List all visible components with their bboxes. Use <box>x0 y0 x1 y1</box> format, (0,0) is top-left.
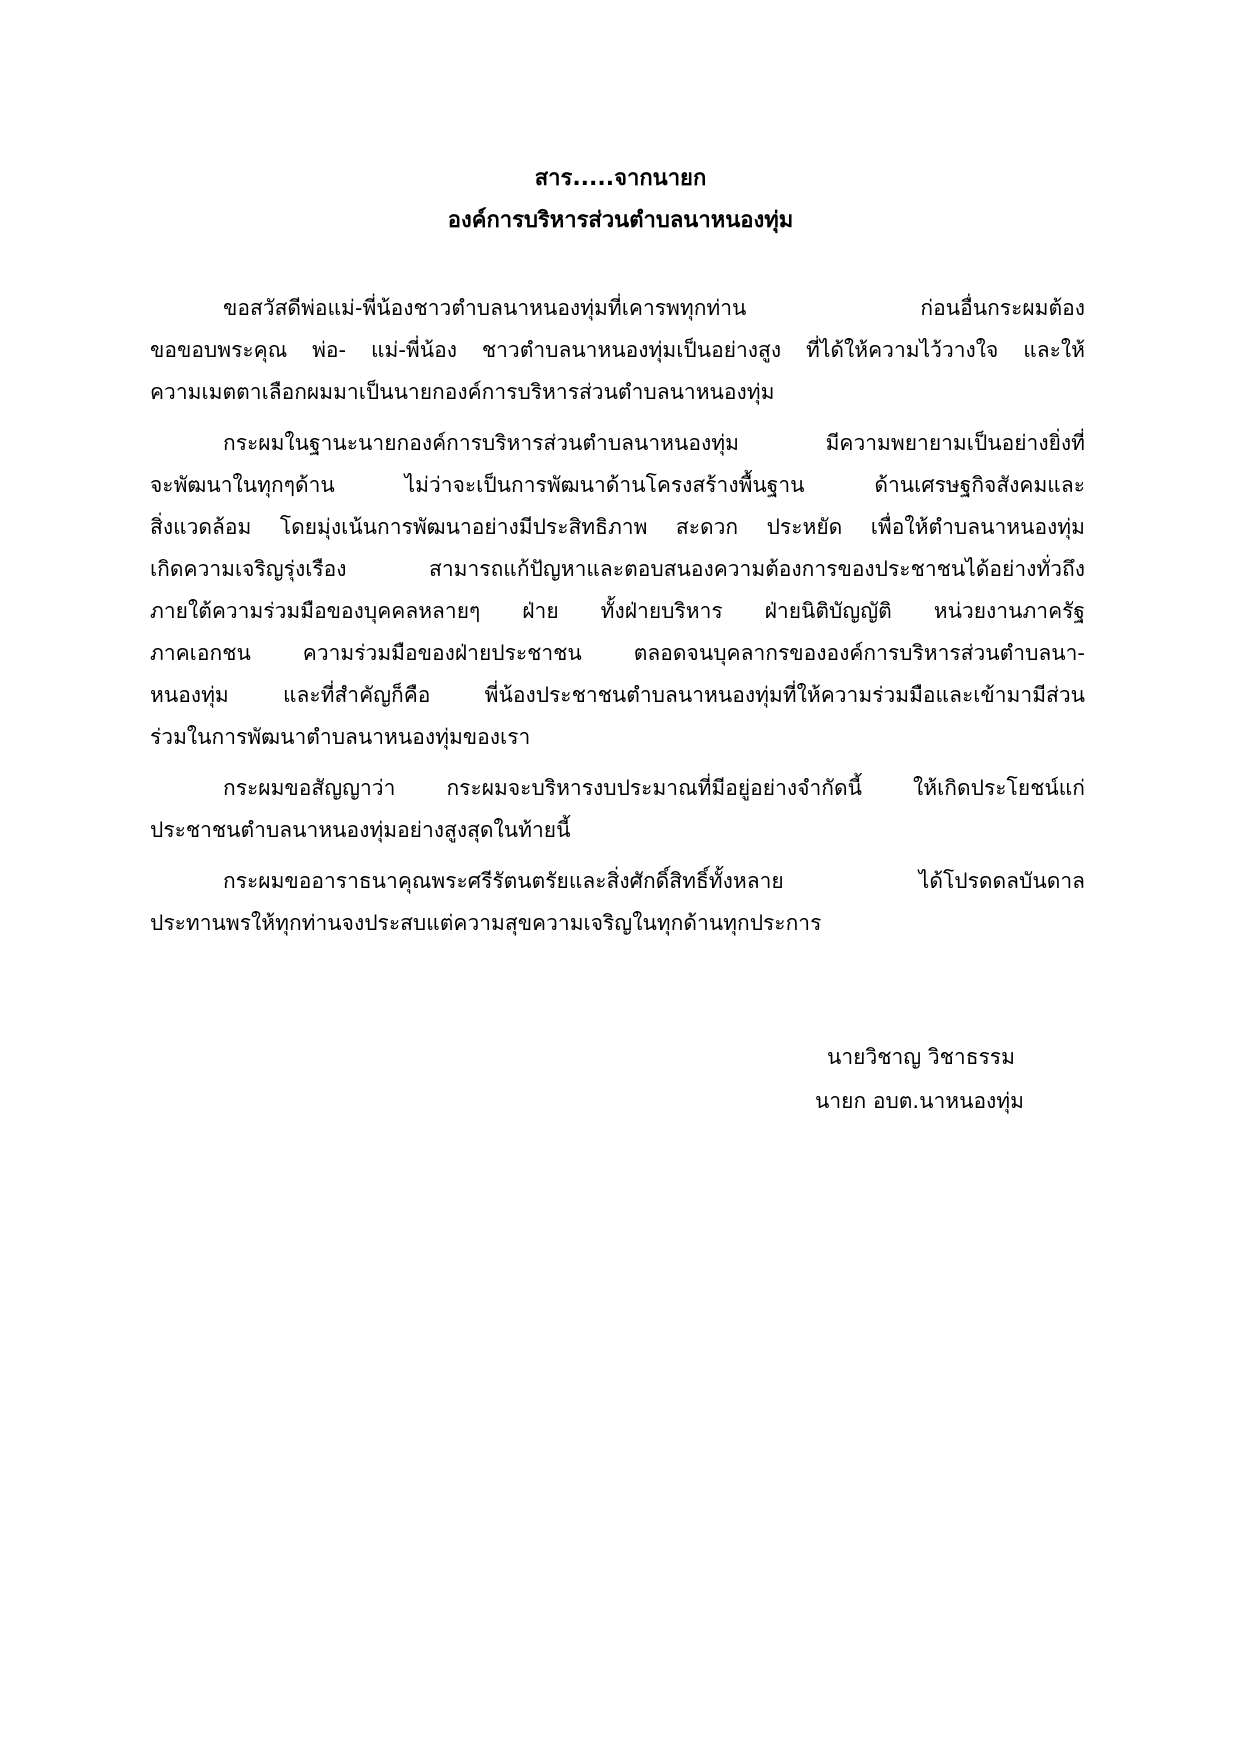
paragraph-greeting <box>150 287 1085 413</box>
letter-body <box>150 287 1085 953</box>
text-line: ภาคเอกชน ความร่วมมือของฝ่ายประชาชน ตลอดจนบุคลากรขององค์การบริหารส่วนตำบลนา- <box>150 641 1085 665</box>
paragraph-blessing <box>150 860 1085 944</box>
text-line: กระผมขอสัญญาว่า กระผมจะบริหารงบประมาณที่มีอยู่อย่างจำกัดนี้ ให้เกิดประโยชน์แก่ <box>223 776 1085 800</box>
text-line: สิ่งแวดล้อม โดยมุ่งเน้นการพัฒนาอย่างมีประสิทธิภาพ สะดวก ประหยัด เพื่อให้ตำบลนาหนองทุ่ม <box>150 515 1085 539</box>
text-line: กระผมขออาราธนาคุณพระศรีรัตนตรัยและสิ่งศักดิ์สิทธิ์ทั้งหลาย ได้โปรดดลบันดาล <box>223 869 1085 893</box>
paragraph-development <box>150 422 1085 758</box>
letter-title <box>0 158 1241 242</box>
text-line: หนองทุ่ม และที่สำคัญก็คือ พี่น้องประชาชนตำบลนาหนองทุ่มที่ให้ความร่วมมือและเข้ามามีส่วน <box>150 683 1085 707</box>
text-line: จะพัฒนาในทุกๆด้าน ไม่ว่าจะเป็นการพัฒนาด้านโครงสร้างพื้นฐาน ด้านเศรษฐกิจสังคมและ <box>150 473 1085 497</box>
text-line: ประทานพรให้ทุกท่านจงประสบแต่ความสุขความเจริญในทุกด้านทุกประการ <box>150 911 822 935</box>
title-line-1: สาร.....จากนายก <box>534 166 707 191</box>
signatory-name: นายวิชาญ วิชาธรรม <box>827 1045 1015 1069</box>
text-line: ภายใต้ความร่วมมือของบุคคลหลายๆ ฝ่าย ทั้งฝ่ายบริหาร ฝ่ายนิติบัญญัติ หน่วยงานภาครัฐ <box>150 599 1085 623</box>
text-line: ขอขอบพระคุณ พ่อ- แม่-พี่น้อง ชาวตำบลนาหนองทุ่มเป็นอย่างสูง ที่ได้ให้ความไว้วางใจ และให้ <box>150 338 1085 362</box>
title-line-2: องค์การบริหารส่วนตำบลนาหนองทุ่ม <box>447 208 794 233</box>
signature-block <box>815 1035 1095 1123</box>
text-line: ความเมตตาเลือกผมมาเป็นนายกองค์การบริหารส่วนตำบลนาหนองทุ่ม <box>150 380 775 404</box>
signatory-position: นายก อบต.นาหนองทุ่ม <box>815 1089 1024 1113</box>
text-line: ร่วมในการพัฒนาตำบลนาหนองทุ่มของเรา <box>150 725 531 749</box>
text-line: ขอสวัสดีพ่อแม่-พี่น้องชาวตำบลนาหนองทุ่มที่เคารพทุกท่าน ก่อนอื่นกระผมต้อง <box>223 296 1085 320</box>
text-line: เกิดความเจริญรุ่งเรือง สามารถแก้ปัญหาและตอบสนองความต้องการของประชาชนได้อย่างทั่วถึง <box>150 557 1085 581</box>
text-line: กระผมในฐานะนายกองค์การบริหารส่วนตำบลนาหนองทุ่ม มีความพยายามเป็นอย่างยิ่งที่ <box>223 431 1085 455</box>
paragraph-promise <box>150 767 1085 851</box>
text-line: ประชาชนตำบลนาหนองทุ่มอย่างสูงสุดในท้ายนี้ <box>150 818 571 842</box>
